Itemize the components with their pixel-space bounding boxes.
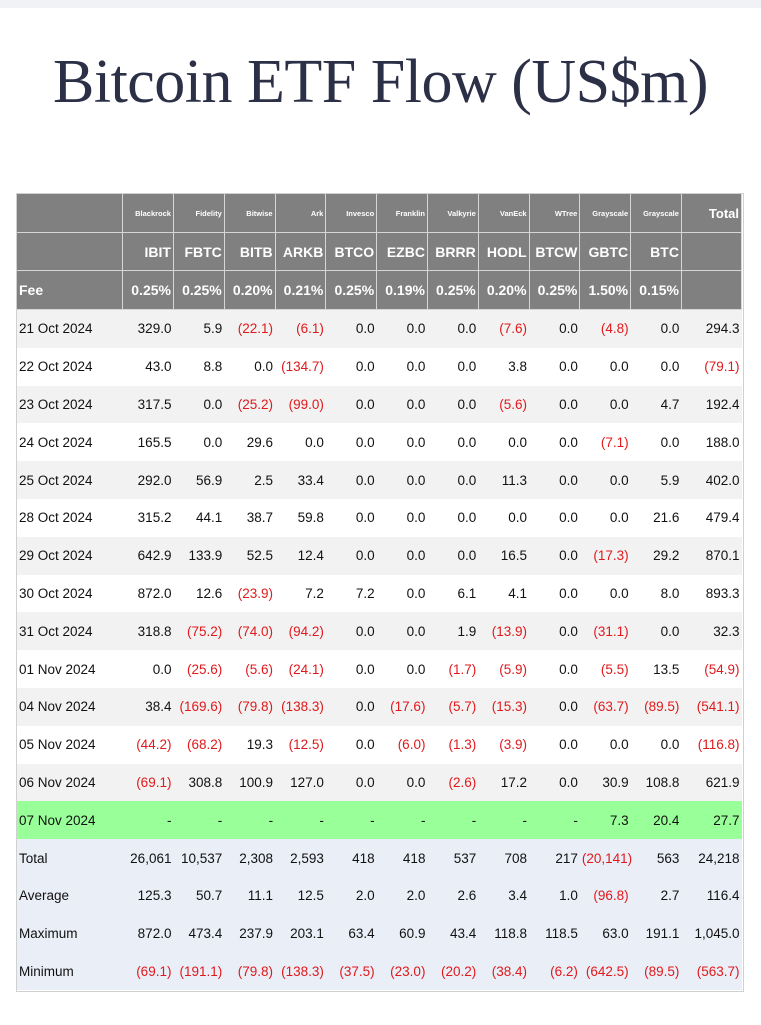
flow-cell: 21.6 [631,499,682,537]
flow-cell: (1.3) [427,726,478,764]
flow-cell: 317.5 [123,386,174,424]
ticker-header-row [17,233,742,271]
etf-flow-table [17,194,742,990]
flow-cell: 0.0 [377,650,428,688]
flow-cell: (5.6) [224,650,275,688]
summary-cell: 418 [326,839,377,877]
flow-cell: 0.0 [427,310,478,348]
fee-cell: 0.21% [275,271,326,310]
flow-cell: 0.0 [631,348,682,386]
table-row [17,726,742,764]
flow-cell: 43.0 [123,348,174,386]
flow-cell: 0.0 [377,310,428,348]
flow-cell: 0.0 [173,423,224,461]
flow-cell: (79.8) [224,688,275,726]
issuer-header-cell: Grayscale [631,194,682,233]
flow-cell: 0.0 [478,499,529,537]
summary-cell: 418 [377,839,428,877]
flow-cell: 0.0 [478,423,529,461]
flow-cell: 52.5 [224,537,275,575]
summary-cell: (20,141) [580,839,631,877]
flow-cell: 8.8 [173,348,224,386]
flow-cell: 0.0 [377,575,428,613]
flow-cell: 17.2 [478,764,529,802]
summary-cell: 217 [529,839,580,877]
flow-cell: 872.0 [123,575,174,613]
summary-cell: 191.1 [631,915,682,953]
flow-cell: - [275,801,326,839]
summary-cell: 203.1 [275,915,326,953]
summary-total-cell: 24,218 [681,839,741,877]
flow-cell: 165.5 [123,423,174,461]
flow-cell: 0.0 [529,348,580,386]
summary-cell: 2,308 [224,839,275,877]
row-total-cell: (54.9) [681,650,741,688]
flow-cell: (5.6) [478,386,529,424]
ticker-header-cell: FBTC [173,233,224,271]
summary-label-cell: Minimum [17,953,123,991]
flow-cell: 0.0 [326,612,377,650]
flow-cell: 0.0 [377,386,428,424]
flow-cell: 0.0 [427,423,478,461]
flow-cell: 4.1 [478,575,529,613]
summary-row [17,839,742,877]
flow-cell: - [529,801,580,839]
flow-cell: (134.7) [275,348,326,386]
flow-cell: (6.0) [377,726,428,764]
flow-cell: (25.2) [224,386,275,424]
summary-cell: 237.9 [224,915,275,953]
issuer-header-cell: Grayscale [580,194,631,233]
flow-cell: 0.0 [326,423,377,461]
flow-cell: (7.1) [580,423,631,461]
summary-cell: (191.1) [173,953,224,991]
flow-cell: 100.9 [224,764,275,802]
flow-cell: 7.3 [580,801,631,839]
issuer-header-row [17,194,742,233]
header-blank-cell [681,271,741,310]
flow-cell: 38.4 [123,688,174,726]
flow-cell: 642.9 [123,537,174,575]
row-total-cell: 188.0 [681,423,741,461]
page-title: Bitcoin ETF Flow (US$m) [52,48,709,116]
summary-cell: (37.5) [326,953,377,991]
flow-cell: 0.0 [326,537,377,575]
date-cell: 24 Oct 2024 [17,423,123,461]
summary-cell: 125.3 [123,877,174,915]
flow-cell: 7.2 [275,575,326,613]
flow-cell: 0.0 [529,575,580,613]
summary-cell: 26,061 [123,839,174,877]
row-total-cell: 294.3 [681,310,741,348]
flow-cell: 11.3 [478,461,529,499]
flow-cell: (5.9) [478,650,529,688]
date-cell: 04 Nov 2024 [17,688,123,726]
flow-cell: 0.0 [529,612,580,650]
summary-total-cell: 116.4 [681,877,741,915]
ticker-header-cell: BITB [224,233,275,271]
date-cell: 31 Oct 2024 [17,612,123,650]
ticker-header-cell: HODL [478,233,529,271]
row-total-cell: 192.4 [681,386,741,424]
flow-cell: 318.8 [123,612,174,650]
flow-cell: 4.7 [631,386,682,424]
summary-cell: 63.0 [580,915,631,953]
summary-cell: 473.4 [173,915,224,953]
date-cell: 28 Oct 2024 [17,499,123,537]
flow-cell: 0.0 [580,575,631,613]
table-row [17,612,742,650]
flow-cell: - [173,801,224,839]
flow-cell: (99.0) [275,386,326,424]
flow-cell: 308.8 [173,764,224,802]
row-total-cell: (541.1) [681,688,741,726]
issuer-header-cell: VanEck [478,194,529,233]
summary-cell: (89.5) [631,953,682,991]
summary-cell: 708 [478,839,529,877]
table-row [17,386,742,424]
fee-cell: 0.25% [427,271,478,310]
flow-cell: 0.0 [427,461,478,499]
flow-cell: 2.5 [224,461,275,499]
header-blank-cell [17,233,123,271]
total-header-cell: Total [681,194,741,233]
date-cell: 29 Oct 2024 [17,537,123,575]
flow-cell: 0.0 [631,423,682,461]
flow-cell: 12.6 [173,575,224,613]
flow-cell: 56.9 [173,461,224,499]
flow-cell: 0.0 [326,386,377,424]
flow-cell: 0.0 [224,348,275,386]
flow-cell: 0.0 [631,310,682,348]
flow-cell: (138.3) [275,688,326,726]
issuer-header-cell: Fidelity [173,194,224,233]
summary-row [17,953,742,991]
fee-cell: 0.25% [123,271,174,310]
flow-cell: - [427,801,478,839]
flow-cell: 0.0 [529,310,580,348]
flow-cell: 0.0 [377,764,428,802]
issuer-header-cell: Invesco [326,194,377,233]
flow-cell: 0.0 [377,423,428,461]
flow-cell: 0.0 [173,386,224,424]
flow-cell: (17.6) [377,688,428,726]
flow-cell: 0.0 [631,726,682,764]
summary-label-cell: Maximum [17,915,123,953]
flow-cell: 0.0 [427,386,478,424]
date-cell: 25 Oct 2024 [17,461,123,499]
summary-cell: 872.0 [123,915,174,953]
fee-label-cell: Fee [17,271,123,310]
flow-cell: (24.1) [275,650,326,688]
summary-cell: (6.2) [529,953,580,991]
table-row [17,688,742,726]
flow-cell: 5.9 [173,310,224,348]
flow-cell: 0.0 [326,348,377,386]
flow-cell: 0.0 [580,386,631,424]
flow-cell: 0.0 [326,650,377,688]
ticker-header-cell: GBTC [580,233,631,271]
ticker-header-cell: BRRR [427,233,478,271]
flow-cell: (63.7) [580,688,631,726]
row-total-cell: 621.9 [681,764,741,802]
flow-cell: 0.0 [377,537,428,575]
summary-cell: 60.9 [377,915,428,953]
summary-cell: (96.8) [580,877,631,915]
summary-cell: (69.1) [123,953,174,991]
flow-cell: 6.1 [427,575,478,613]
summary-cell: 63.4 [326,915,377,953]
flow-cell: 0.0 [529,423,580,461]
ticker-header-cell: ARKB [275,233,326,271]
summary-total-cell: (563.7) [681,953,741,991]
table-row [17,423,742,461]
summary-cell: (23.0) [377,953,428,991]
flow-cell: 19.3 [224,726,275,764]
ticker-header-cell: IBIT [123,233,174,271]
flow-cell: - [224,801,275,839]
flow-cell: 0.0 [326,688,377,726]
summary-cell: 50.7 [173,877,224,915]
summary-cell: 118.8 [478,915,529,953]
issuer-header-cell: Valkyrie [427,194,478,233]
issuer-header-cell: WTree [529,194,580,233]
issuer-header-cell: Blackrock [123,194,174,233]
row-total-cell: 893.3 [681,575,741,613]
flow-cell: 12.4 [275,537,326,575]
flow-cell: 0.0 [580,461,631,499]
fee-header-row [17,271,742,310]
date-cell: 06 Nov 2024 [17,764,123,802]
table-row [17,537,742,575]
flow-cell: 29.6 [224,423,275,461]
flow-cell: 33.4 [275,461,326,499]
summary-cell: 10,537 [173,839,224,877]
flow-cell: (15.3) [478,688,529,726]
table-row [17,310,742,348]
flow-cell: 30.9 [580,764,631,802]
flow-cell: (4.8) [580,310,631,348]
summary-cell: 2.7 [631,877,682,915]
row-total-cell: 32.3 [681,612,741,650]
flow-cell: 0.0 [580,499,631,537]
summary-cell: (642.5) [580,953,631,991]
flow-cell: 29.2 [631,537,682,575]
flow-cell: (5.7) [427,688,478,726]
summary-cell: 2.0 [326,877,377,915]
flow-cell: - [123,801,174,839]
flow-cell: 0.0 [529,499,580,537]
fee-cell: 0.25% [326,271,377,310]
flow-cell: 0.0 [529,386,580,424]
table-row [17,461,742,499]
summary-cell: 537 [427,839,478,877]
table-row [17,764,742,802]
flow-cell: 7.2 [326,575,377,613]
flow-cell: 1.9 [427,612,478,650]
table-row [17,575,742,613]
summary-total-cell: 1,045.0 [681,915,741,953]
flow-cell: 0.0 [326,310,377,348]
summary-cell: 3.4 [478,877,529,915]
issuer-header-cell: Bitwise [224,194,275,233]
flow-cell: 315.2 [123,499,174,537]
flow-cell: (68.2) [173,726,224,764]
flow-cell: 0.0 [123,650,174,688]
header-corner-cell [17,194,123,233]
flow-cell: - [326,801,377,839]
flow-cell: 0.0 [529,688,580,726]
fee-cell: 0.25% [173,271,224,310]
flow-cell: (169.6) [173,688,224,726]
date-cell: 30 Oct 2024 [17,575,123,613]
issuer-header-cell: Franklin [377,194,428,233]
flow-cell: 292.0 [123,461,174,499]
summary-cell: 2.0 [377,877,428,915]
flow-cell: - [478,801,529,839]
flow-cell: (94.2) [275,612,326,650]
flow-cell: 5.9 [631,461,682,499]
row-total-cell: (79.1) [681,348,741,386]
summary-cell: (79.8) [224,953,275,991]
summary-cell: 563 [631,839,682,877]
flow-cell: 16.5 [478,537,529,575]
flow-cell: 0.0 [427,499,478,537]
flow-cell: 20.4 [631,801,682,839]
date-cell: 22 Oct 2024 [17,348,123,386]
flow-cell: (3.9) [478,726,529,764]
row-total-cell: 27.7 [681,801,741,839]
flow-cell: 0.0 [326,499,377,537]
summary-cell: 12.5 [275,877,326,915]
flow-cell: 0.0 [326,764,377,802]
ticker-header-cell: BTCW [529,233,580,271]
flow-cell: 59.8 [275,499,326,537]
flow-cell: 0.0 [377,612,428,650]
flow-cell: 0.0 [275,423,326,461]
flow-cell: (23.9) [224,575,275,613]
flow-cell: 329.0 [123,310,174,348]
flow-cell: 0.0 [377,499,428,537]
top-bar [0,0,761,8]
summary-cell: 2,593 [275,839,326,877]
flow-rows [17,310,742,991]
ticker-header-cell: BTCO [326,233,377,271]
flow-cell: 0.0 [631,612,682,650]
date-cell: 05 Nov 2024 [17,726,123,764]
flow-cell: 3.8 [478,348,529,386]
header-blank-cell [681,233,741,271]
summary-cell: 2.6 [427,877,478,915]
flow-cell: 0.0 [529,764,580,802]
flow-cell: (89.5) [631,688,682,726]
flow-cell: - [377,801,428,839]
row-total-cell: 402.0 [681,461,741,499]
table-row [17,348,742,386]
flow-cell: (1.7) [427,650,478,688]
summary-cell: 1.0 [529,877,580,915]
table-row [17,801,742,839]
flow-cell: (17.3) [580,537,631,575]
flow-cell: 0.0 [580,726,631,764]
summary-cell: 118.5 [529,915,580,953]
fee-cell: 0.19% [377,271,428,310]
flow-cell: (13.9) [478,612,529,650]
summary-row [17,877,742,915]
date-cell: 23 Oct 2024 [17,386,123,424]
flow-cell: 8.0 [631,575,682,613]
flow-cell: 0.0 [427,537,478,575]
ticker-header-cell: BTC [631,233,682,271]
date-cell: 21 Oct 2024 [17,310,123,348]
flow-cell: (12.5) [275,726,326,764]
flow-cell: 0.0 [377,348,428,386]
flow-cell: (5.5) [580,650,631,688]
issuer-header-cell: Ark [275,194,326,233]
flow-cell: 108.8 [631,764,682,802]
flow-cell: 38.7 [224,499,275,537]
summary-label-cell: Total [17,839,123,877]
summary-label-cell: Average [17,877,123,915]
date-cell: 01 Nov 2024 [17,650,123,688]
flow-cell: 0.0 [580,348,631,386]
fee-cell: 0.20% [224,271,275,310]
flow-cell: 0.0 [326,726,377,764]
summary-cell: (138.3) [275,953,326,991]
flow-cell: 13.5 [631,650,682,688]
flow-cell: 44.1 [173,499,224,537]
flow-cell: (31.1) [580,612,631,650]
ticker-header-cell: EZBC [377,233,428,271]
fee-cell: 0.25% [529,271,580,310]
flow-cell: 0.0 [529,461,580,499]
flow-cell: (74.0) [224,612,275,650]
fee-cell: 1.50% [580,271,631,310]
row-total-cell: (116.8) [681,726,741,764]
flow-cell: (44.2) [123,726,174,764]
summary-row [17,915,742,953]
flow-cell: 0.0 [326,461,377,499]
summary-cell: (20.2) [427,953,478,991]
flow-cell: (25.6) [173,650,224,688]
row-total-cell: 479.4 [681,499,741,537]
flow-cell: 0.0 [427,348,478,386]
table-row [17,650,742,688]
fee-cell: 0.15% [631,271,682,310]
row-total-cell: 870.1 [681,537,741,575]
flow-cell: 133.9 [173,537,224,575]
flow-cell: 0.0 [529,537,580,575]
flow-cell: (6.1) [275,310,326,348]
flow-cell: 127.0 [275,764,326,802]
summary-cell: 43.4 [427,915,478,953]
flow-cell: (75.2) [173,612,224,650]
summary-cell: (38.4) [478,953,529,991]
flow-cell: (2.6) [427,764,478,802]
flow-cell: (69.1) [123,764,174,802]
table-row [17,499,742,537]
flow-cell: 0.0 [529,650,580,688]
flow-cell: 0.0 [529,726,580,764]
date-cell: 07 Nov 2024 [17,801,123,839]
summary-cell: 11.1 [224,877,275,915]
flow-cell: (22.1) [224,310,275,348]
fee-cell: 0.20% [478,271,529,310]
flow-cell: (7.6) [478,310,529,348]
flow-cell: 0.0 [377,461,428,499]
